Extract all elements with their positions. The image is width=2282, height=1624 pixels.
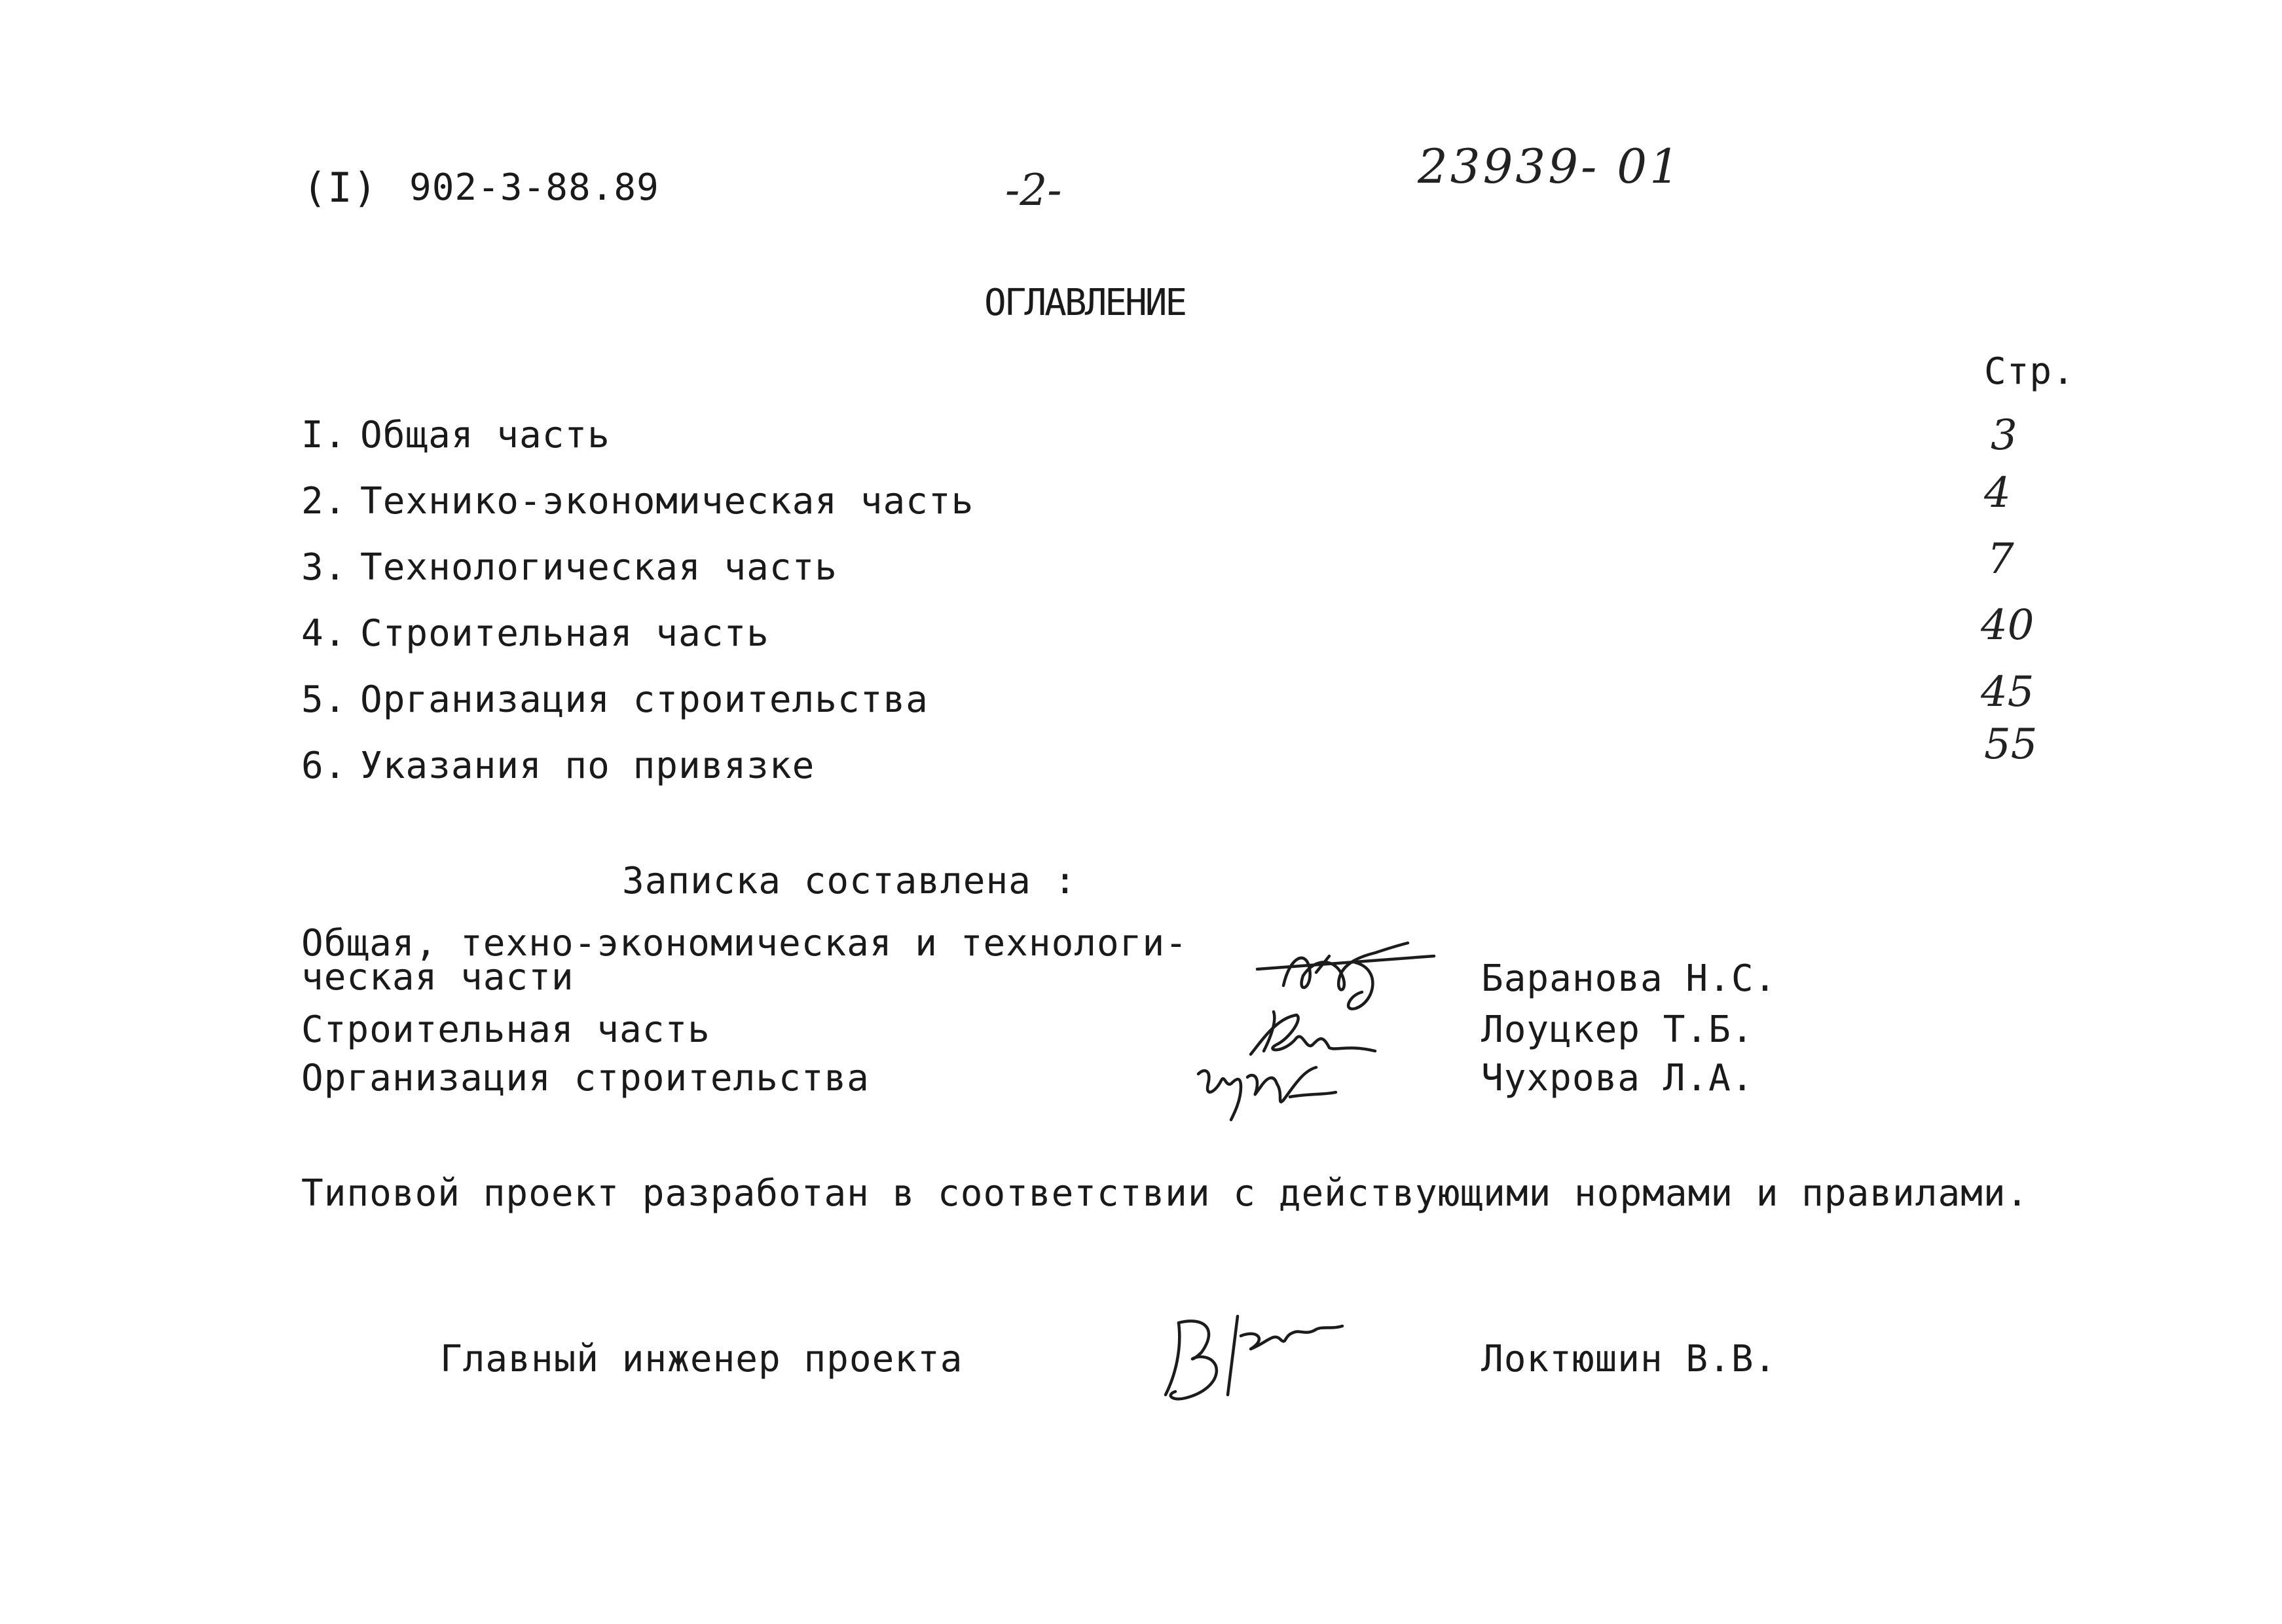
toc-item-page: 4: [1984, 469, 2011, 517]
page-number: -2-: [1005, 165, 1062, 215]
toc-item-label: Общая часть: [360, 414, 610, 456]
toc-item-page: 3: [1991, 411, 2017, 460]
author-name: Баранова Н.С.: [1481, 957, 1777, 1000]
author-section-label: Организация строительства: [301, 1057, 870, 1099]
toc-item-label: Строительная часть: [360, 612, 769, 655]
signature-loktyushin-icon: [1152, 1303, 1349, 1408]
toc-item-label: Технологическая часть: [360, 546, 838, 589]
author-section-label: Строительная часть: [301, 1008, 710, 1051]
compliance-statement: Типовой проект разработан в соответствии с действующими нормами и правилами.: [301, 1172, 2029, 1215]
page-title: ОГЛАВЛЕНИЕ: [984, 282, 1186, 324]
toc-item-label: Технико-экономическая часть: [360, 480, 974, 523]
signature-chukhrova-icon: [1185, 1048, 1342, 1126]
authors-heading: Записка составлена :: [622, 860, 1077, 902]
toc-item-number: 2.: [301, 480, 347, 523]
sheet-marker: (I): [303, 164, 378, 212]
toc-item-number: 4.: [301, 612, 347, 655]
toc-item-number: 5.: [301, 678, 347, 721]
toc-item-number: I.: [301, 414, 347, 456]
toc-item-page: 55: [1984, 720, 2038, 769]
author-name: Лоуцкер Т.Б.: [1481, 1008, 1754, 1051]
toc-item-page: 7: [1987, 535, 2014, 583]
inventory-number: 23939- 01: [1418, 139, 1682, 194]
author-section-label: ческая части: [301, 956, 574, 999]
toc-item-number: 3.: [301, 546, 347, 589]
chief-engineer-name: Локтюшин В.В.: [1481, 1338, 1777, 1380]
chief-engineer-title: Главный инженер проекта: [440, 1338, 963, 1380]
author-section-label: Общая, техно-экономическая и технологи-: [301, 922, 1188, 965]
toc-item-page: 40: [1981, 601, 2034, 650]
toc-page-column-header: Стр.: [1984, 350, 2075, 393]
toc-item-page: 45: [1981, 668, 2034, 716]
toc-item-label: Организация строительства: [360, 678, 929, 721]
author-name: Чухрова Л.А.: [1481, 1057, 1754, 1099]
document-designation: 902-3-88.89: [409, 166, 659, 209]
toc-item-number: 6.: [301, 745, 347, 787]
toc-item-label: Указания по привязке: [360, 745, 815, 787]
